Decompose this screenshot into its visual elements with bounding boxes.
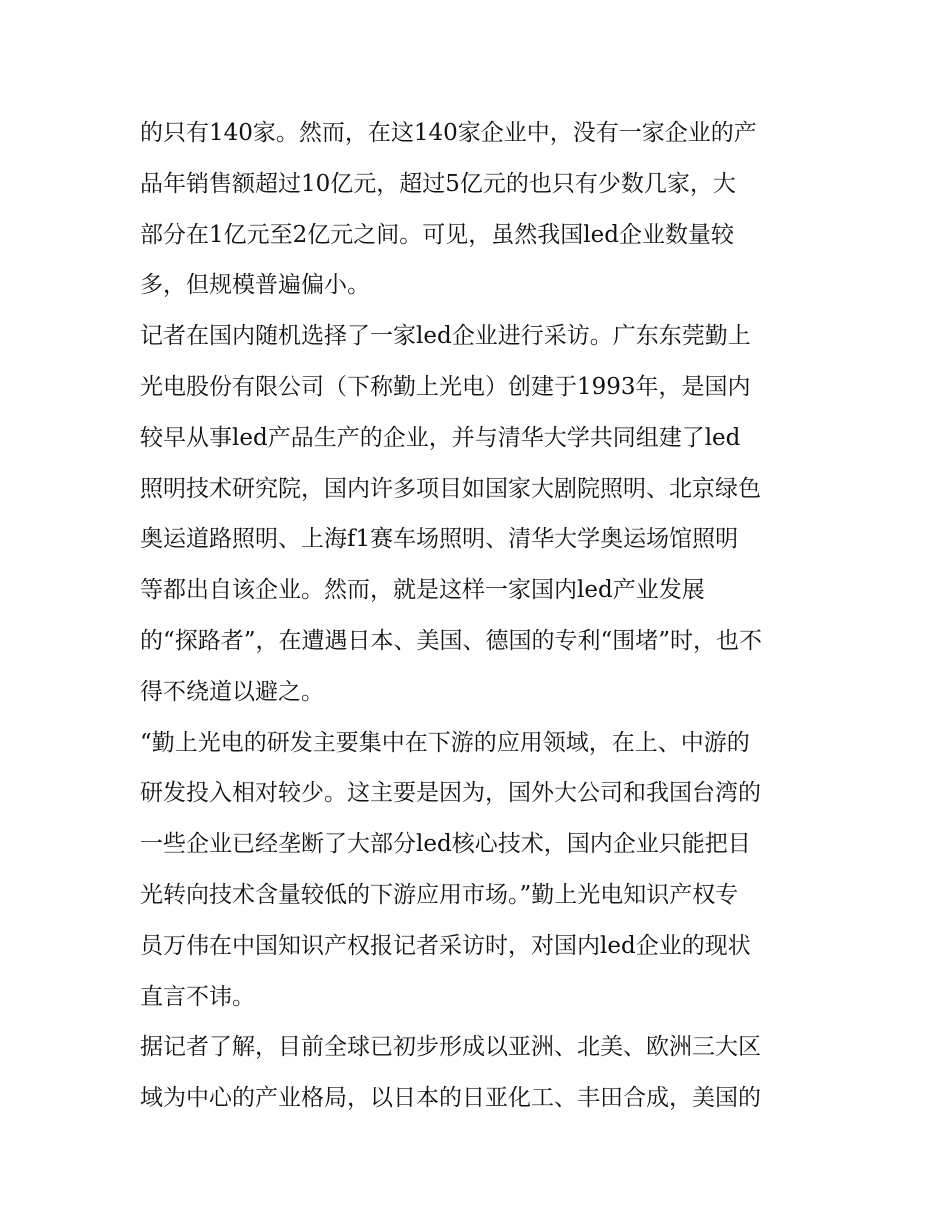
text-line: 等都出自该企业。然而，就是这样一家国内led产业发展: [140, 577, 705, 604]
article-body: [140, 108, 830, 1124]
text-line: 记者在国内随机选择了一家led企业进行采访。广东东莞勤上: [140, 323, 751, 350]
text-line: 的只有140家。然而，在这140家企业中，没有一家企业的产: [140, 120, 757, 146]
text-line: 多，但规模普遍偏小。: [140, 272, 370, 299]
text-line: 据记者了解，目前全球已初步形成以亚洲、北美、欧洲三大区: [140, 1034, 761, 1061]
text-line: 较早从事led产品生产的企业，并与清华大学共同组建了led: [140, 424, 741, 451]
text-line: 品年销售额超过10亿元，超过5亿元的也只有少数几家，大: [140, 170, 736, 197]
text-line: 直言不讳。: [140, 983, 255, 1010]
text-line: 一些企业已经垄断了大部分led核心技术，国内企业只能把目: [140, 831, 751, 858]
text-line: 光转向技术含量较低的下游应用市场。”勤上光电知识产权专: [140, 881, 739, 908]
text-line: 奥运道路照明、上海f1赛车场照明、清华大学奥运场馆照明: [140, 526, 739, 553]
text-line: “勤上光电的研发主要集中在下游的应用领域，在上、中游的: [140, 729, 750, 756]
text-line: 光电股份有限公司（下称勤上光电）创建于1993年，是国内: [140, 373, 751, 400]
text-line: 照明技术研究院，国内许多项目如国家大剧院照明、北京绿色: [140, 475, 761, 502]
text-line: 域为中心的产业格局，以日本的日亚化工、丰田合成，美国的: [140, 1085, 761, 1112]
text-line: 研发投入相对较少。这主要是因为，国外大公司和我国台湾的: [140, 780, 761, 807]
text-line: 员万伟在中国知识产权报记者采访时，对国内led企业的现状: [140, 932, 751, 959]
text-line: 的“探路者”，在遭遇日本、美国、德国的专利“围堵”时，也不: [140, 627, 763, 654]
text-line: 部分在1亿元至2亿元之间。可见，虽然我国led企业数量较: [140, 221, 734, 248]
text-line: 得不绕道以避之。: [140, 678, 324, 705]
